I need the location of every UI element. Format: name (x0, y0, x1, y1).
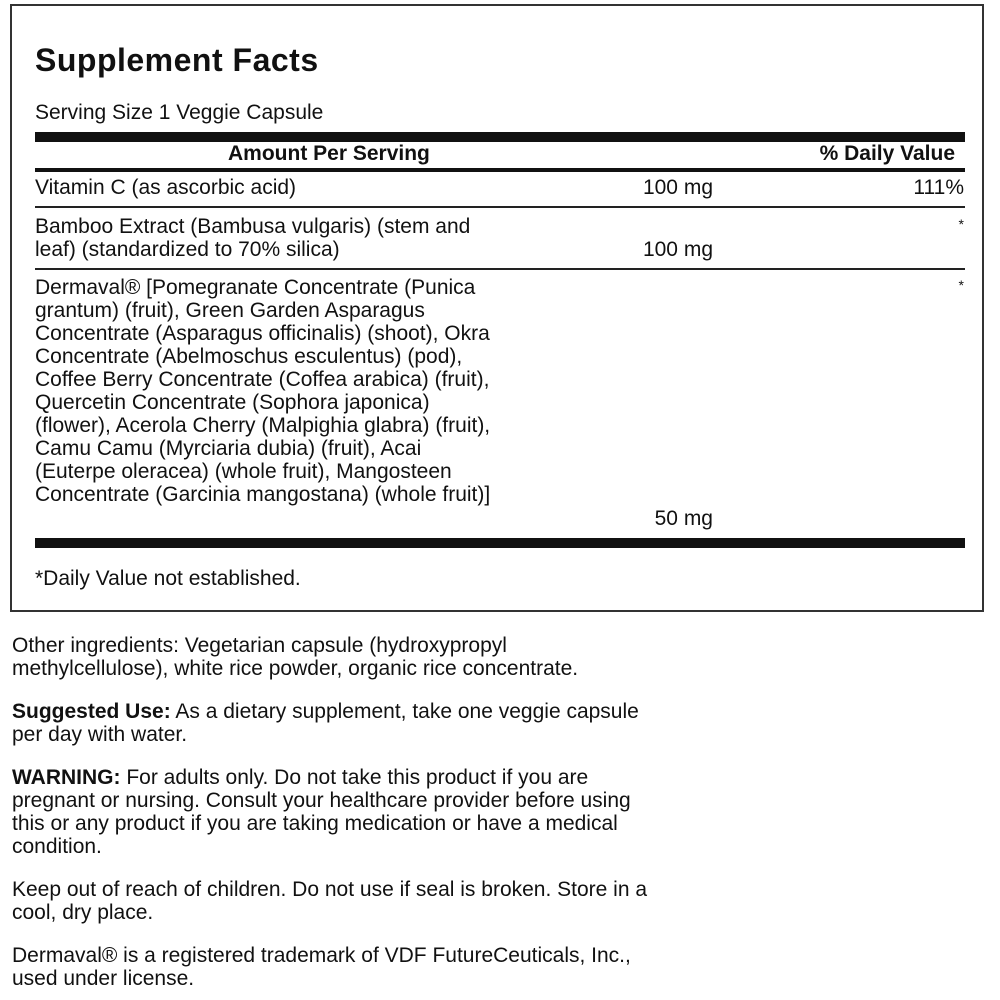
suggested-use-line-1 (12, 700, 972, 723)
suggested-use-text: As a dietary supplement, take one veggie capsule (170, 700, 639, 723)
dermaval-line-6: Quercetin Concentrate (Sophora japonica) (35, 391, 430, 414)
nutrient-name-vitamin-c: Vitamin C (as ascorbic acid) (35, 176, 297, 199)
nutrient-amount-dermaval: 50 mg (654, 507, 713, 530)
row-divider (35, 206, 965, 208)
other-ingredients-line-1: Other ingredients: Vegetarian capsule (hydroxypropyl (12, 634, 507, 657)
nutrient-dv-dermaval: * (958, 277, 964, 293)
warning-line-4: condition. (12, 835, 102, 858)
warning-line-2: pregnant or nursing. Consult your healthcare provider before using (12, 789, 631, 812)
warning-text: For adults only. Do not take this product if you are (120, 766, 589, 789)
dermaval-line-8: Camu Camu (Myrciaria dubia) (fruit), Acai (35, 437, 422, 460)
nutrient-amount-vitamin-c: 100 mg (642, 176, 713, 199)
warning-line-3: this or any product if you are taking medication or have a medical (12, 812, 618, 835)
dermaval-line-1: Dermaval® [Pomegranate Concentrate (Punica (35, 276, 476, 299)
amount-per-serving-header: Amount Per Serving (228, 142, 430, 165)
storage-line-1: Keep out of reach of children. Do not use if seal is broken. Store in a (12, 878, 648, 901)
storage-line-2: cool, dry place. (12, 901, 154, 924)
nutrient-name-bamboo-line-2: leaf) (standardized to 70% silica) (35, 238, 340, 261)
nutrient-dv-bamboo: * (958, 216, 964, 232)
row-divider (35, 268, 965, 270)
suggested-use-label: Suggested Use: (12, 700, 171, 723)
dermaval-line-10: Concentrate (Garcinia mangostana) (whole fruit)] (35, 483, 491, 506)
trademark-line-2: used under license. (12, 967, 195, 990)
dermaval-line-9: (Euterpe oleracea) (whole fruit), Mangosteen (35, 460, 452, 483)
panel-title: Supplement Facts (35, 42, 319, 78)
nutrient-name-bamboo-line-1: Bamboo Extract (Bambusa vulgaris) (stem and (35, 215, 471, 238)
other-ingredients-line-2: methylcellulose), white rice powder, organic rice concentrate. (12, 657, 579, 680)
nutrient-amount-bamboo: 100 mg (642, 238, 713, 261)
nutrient-dv-vitamin-c: 111% (913, 176, 964, 199)
dermaval-line-4: Concentrate (Abelmoschus esculentus) (pod), (35, 345, 463, 368)
warning-label: WARNING: (12, 766, 121, 789)
warning-line-1 (12, 766, 972, 789)
header-divider (35, 168, 965, 172)
daily-value-header: % Daily Value (819, 142, 955, 165)
serving-size: Serving Size 1 Veggie Capsule (35, 101, 324, 124)
trademark-line-1: Dermaval® is a registered trademark of VDF FutureCeuticals, Inc., (12, 944, 631, 967)
dermaval-line-7: (flower), Acerola Cherry (Malpighia glabra) (fruit), (35, 414, 491, 437)
thick-divider (35, 538, 965, 548)
daily-value-footnote: *Daily Value not established. (35, 567, 301, 590)
suggested-use-line-2: per day with water. (12, 723, 188, 746)
dermaval-line-2: grantum) (fruit), Green Garden Asparagus (35, 299, 425, 322)
dermaval-line-5: Coffee Berry Concentrate (Coffea arabica) (fruit), (35, 368, 490, 391)
dermaval-line-3: Concentrate (Asparagus officinalis) (shoot), Okra (35, 322, 490, 345)
